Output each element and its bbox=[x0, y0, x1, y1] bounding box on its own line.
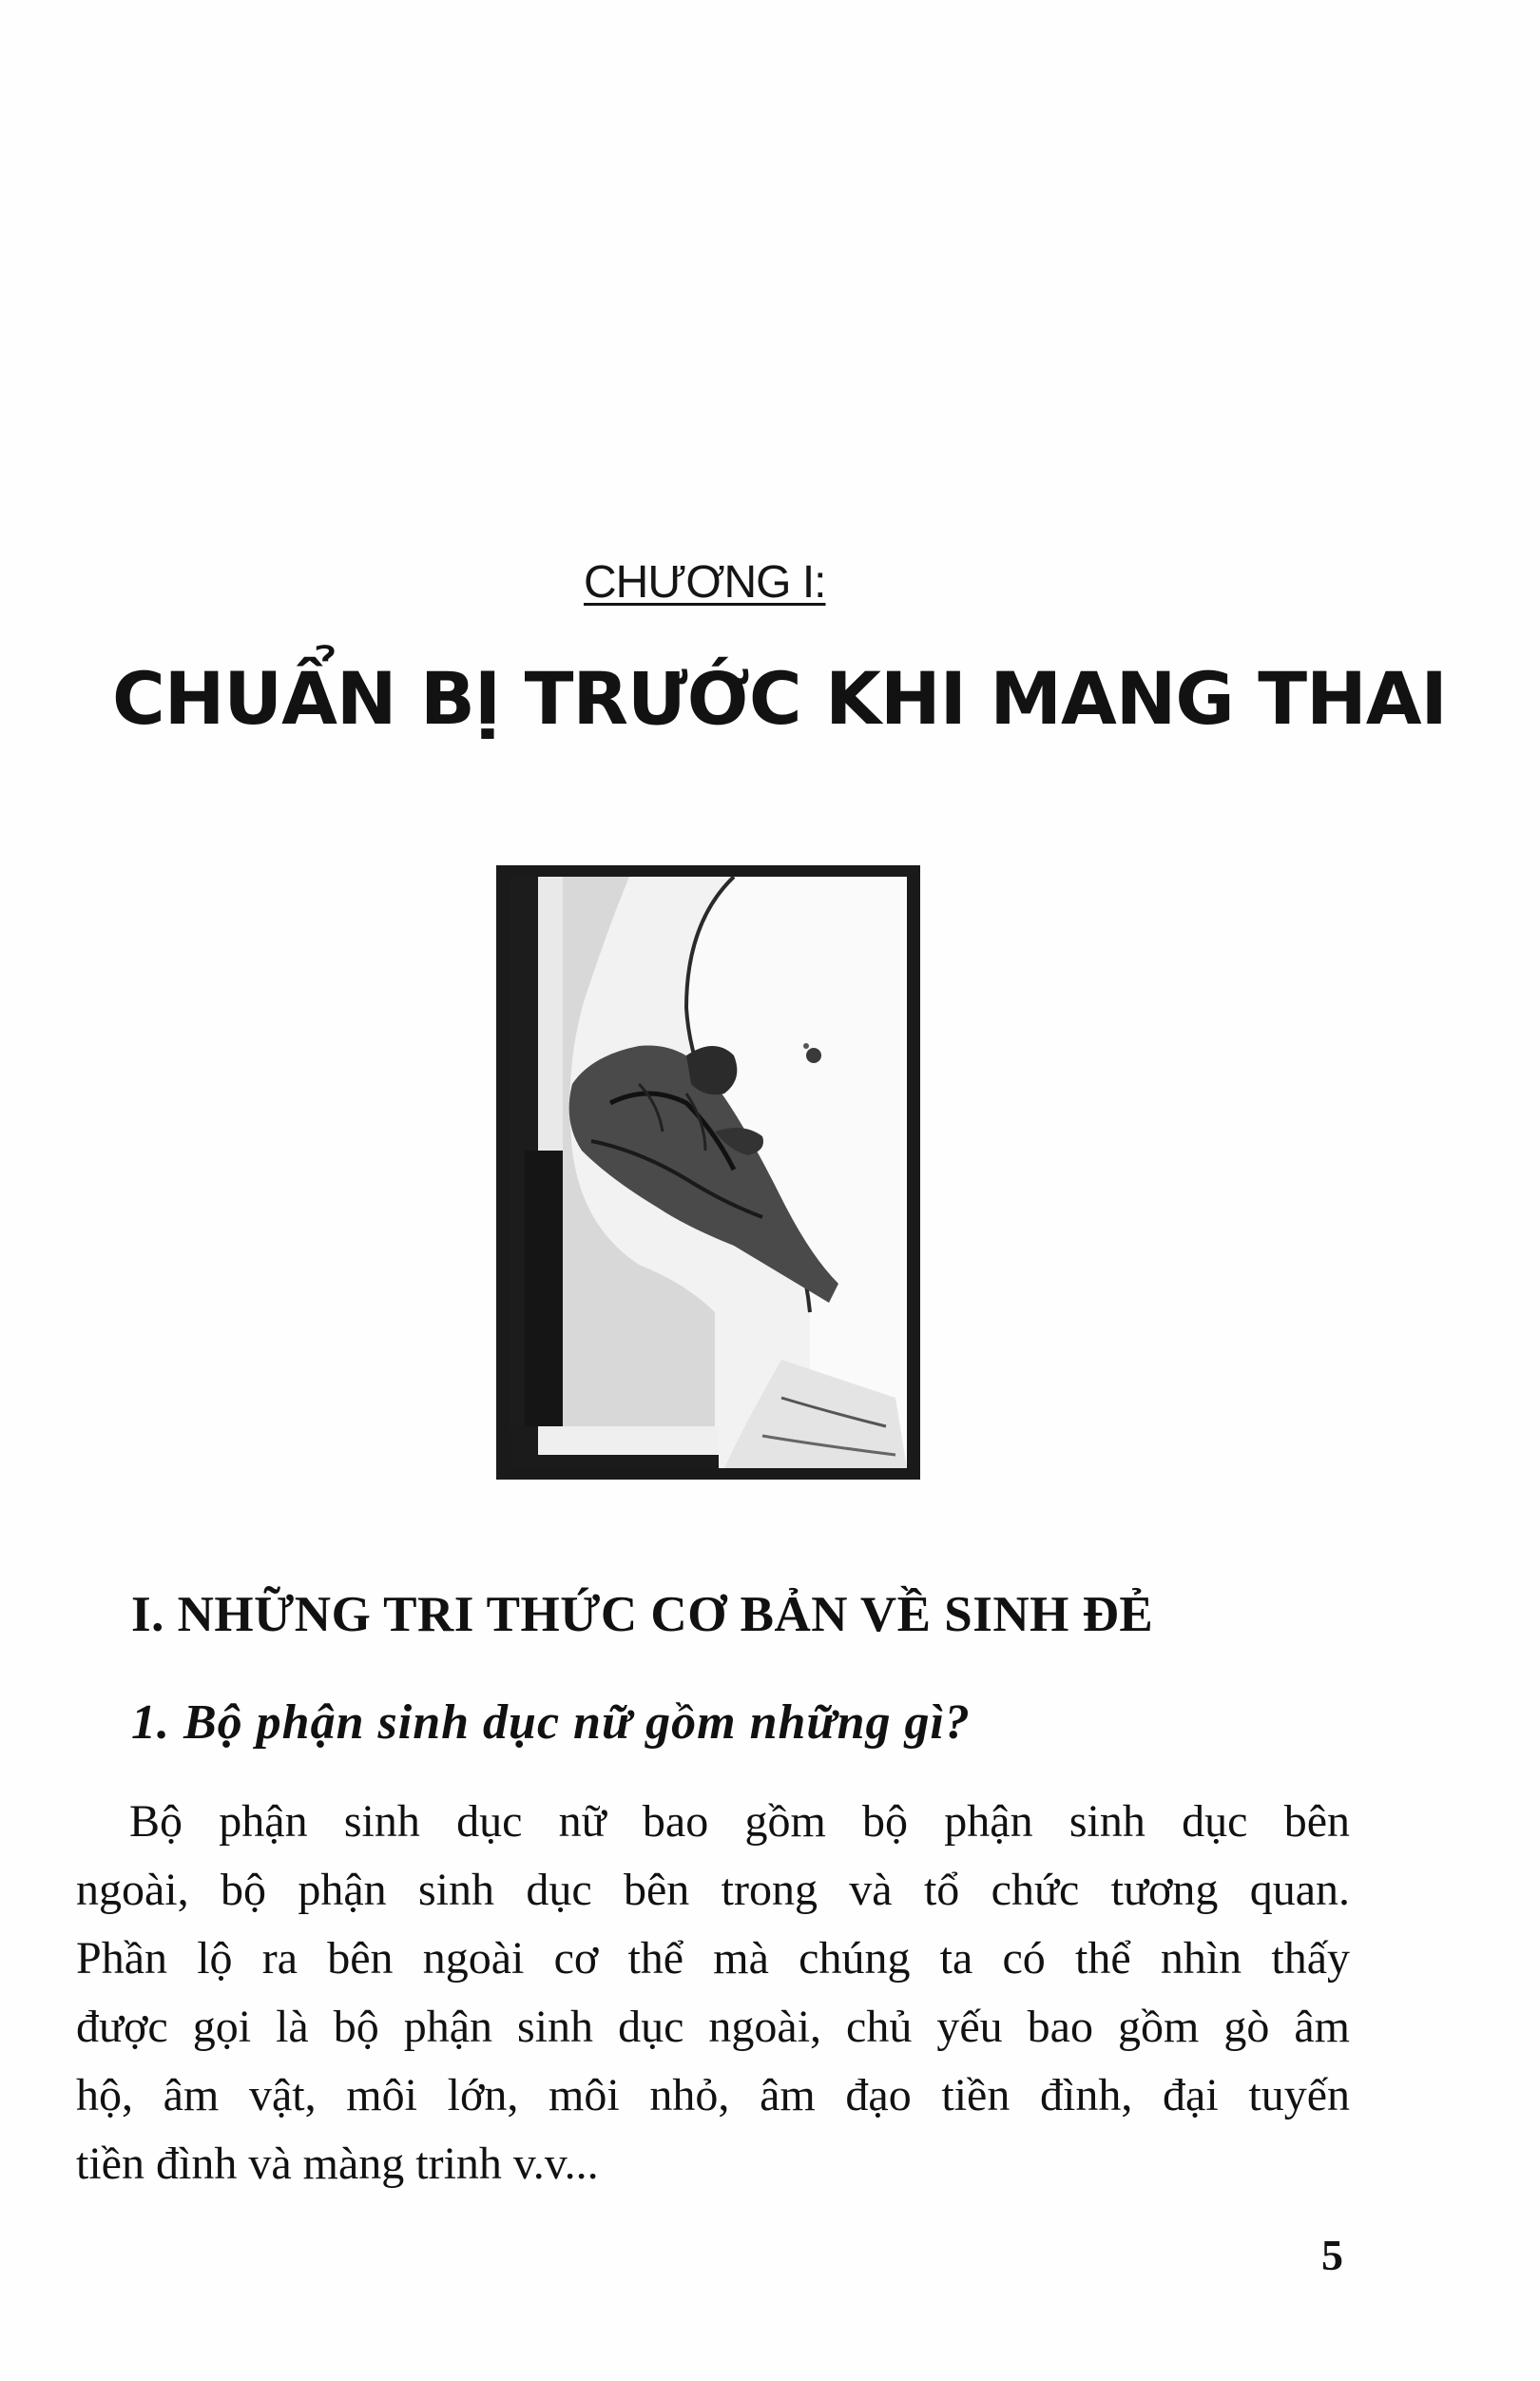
paragraph-line: tiền đình và màng trinh v.v... bbox=[76, 2139, 599, 2189]
paragraph-line: được gọi là bộ phận sinh dục ngoài, chủ yếu bao gồm gò âm bbox=[76, 2002, 1350, 2052]
pregnant-belly-photo-icon bbox=[496, 865, 920, 1480]
paragraph-line: Bộ phận sinh dục nữ bao gồm bộ phận sinh dục bên bbox=[129, 1796, 1350, 1847]
chapter-label: CHƯƠNG I: bbox=[584, 557, 826, 608]
question-heading: 1. Bộ phận sinh dục nữ gồm những gì? bbox=[131, 1695, 971, 1750]
section-heading: I. NHỮNG TRI THỨC CƠ BẢN VỀ SINH ĐẺ bbox=[131, 1587, 1154, 1642]
paragraph-line: ngoài, bộ phận sinh dục bên trong và tổ chức tương quan. bbox=[76, 1865, 1350, 1915]
body-paragraph bbox=[76, 1788, 1350, 2198]
chapter-title: CHUẨN BỊ TRƯỚC KHI MANG THAI bbox=[112, 656, 1447, 741]
paragraph-line: hộ, âm vật, môi lớn, môi nhỏ, âm đạo tiền đình, đại tuyến bbox=[76, 2070, 1350, 2120]
paragraph-line: Phần lộ ra bên ngoài cơ thể mà chúng ta có thể nhìn thấy bbox=[76, 1933, 1350, 1984]
page-number: 5 bbox=[1321, 2231, 1343, 2279]
chapter-illustration bbox=[496, 865, 920, 1480]
